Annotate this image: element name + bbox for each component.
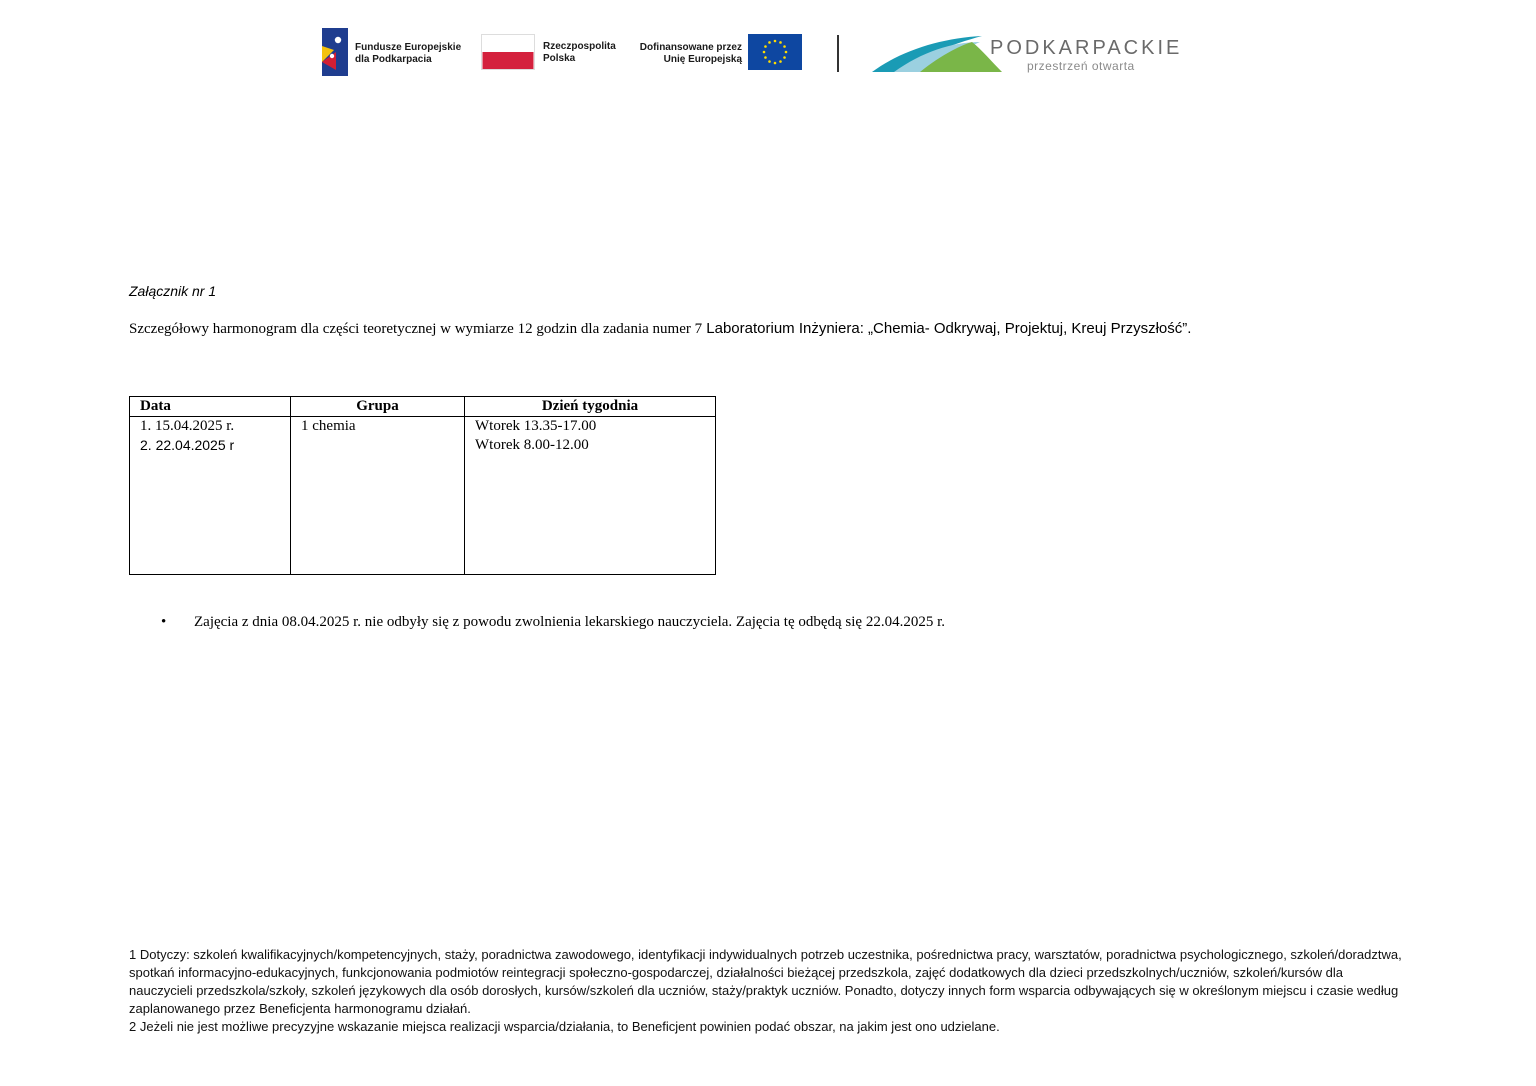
logo-unia-europejska <box>638 34 808 74</box>
date-entry-1: 1. 15.04.2025 r. <box>140 418 235 434</box>
eu-star-icon <box>779 60 782 63</box>
logo-fe-line2: dla Podkarpacia <box>355 54 432 65</box>
footnote-2: 2 Jeżeli nie jest możliwe precyzyjne wskazanie miejsca realizacji wsparcia/działania, to Beneficjent powinien podać obszar, na jakim jest ono udzielane. <box>129 1019 1000 1034</box>
eu-star-icon <box>779 41 782 44</box>
day-entry-1: Wtorek 13.35-17.00 <box>475 418 597 434</box>
eu-star-icon <box>764 45 767 48</box>
header-group: Grupa <box>291 397 465 417</box>
table-row <box>130 417 716 575</box>
logo-ue-line2: Unię Europejską <box>663 54 742 65</box>
footnotes <box>129 946 1409 1036</box>
logo-divider <box>837 35 839 72</box>
footnote-1: 1 Dotyczy: szkoleń kwalifikacyjnych/kompetencyjnych, staży, poradnictwa zawodowego, identyfikacji indywidualnych potrzeb uczestnika, pośrednictwa pracy, warsztatów, poradnictwa psychologicznego, szkoleń/doradztwa, spotkań informacyjno-edukacyjnych, funkcjonowania podmiotów reintegracji społeczno-gospodarczej, działalności bieżącej przedszkola, zajęć dodatkowych dla dzieci przedszkolnych/uczniów, szkoleń/kursów dla nauczycieli przedszkola/szkoły, szkoleń językowych dla osób dorosłych, kursów/szkoleń dla uczniów, staży/praktyk uczniów. Ponadto, dotyczy innych form wsparcia odbywających się w określonym miejscu i czasie według zaplanowanego przez Beneficjenta harmonogramu działań. <box>129 947 1402 1016</box>
cell-days <box>465 417 716 575</box>
logo-pk-name: PODKARPACKIE <box>990 37 1183 59</box>
date-entry-2: 2. 22.04.2025 r <box>140 437 235 453</box>
schedule-table <box>129 396 716 575</box>
eu-star-icon <box>774 62 777 65</box>
group-name: 1 chemia <box>301 418 356 434</box>
bullet-icon: • <box>161 614 167 630</box>
cell-group <box>291 417 465 575</box>
day-entry-2: Wtorek 8.00-12.00 <box>475 437 589 453</box>
logo-pk-tagline: przestrzeń otwarta <box>1027 59 1135 73</box>
logo-fundusze-europejskie <box>322 28 462 78</box>
eu-star-icon <box>774 40 777 43</box>
eu-star-icon <box>768 60 771 63</box>
intro-text-part1: Szczegółowy harmonogram dla części teoretycznej w wymiarze 12 godzin dla zadania numer 7 <box>129 321 703 337</box>
list-item <box>129 614 945 631</box>
logo-rp-line1: Rzeczpospolita <box>543 41 616 52</box>
logo-ue-line1: Dofinansowane przez <box>639 42 742 53</box>
intro-text-part2: Laboratorium Inżyniera: „Chemia- Odkrywaj, Projektuj, Kreuj Przyszłość”. <box>706 320 1192 337</box>
note-text: Zajęcia z dnia 08.04.2025 r. nie odbyły się z powodu zwolnienia lekarskiego nauczyciela. Zajęcia tę odbędą się 22.04.2025 r. <box>194 614 946 630</box>
eu-star-icon <box>783 45 786 48</box>
attachment-label: Załącznik nr 1 <box>129 283 217 299</box>
eu-star-icon <box>783 56 786 59</box>
logo-rzeczpospolita-polska <box>481 34 621 74</box>
cell-dates <box>130 417 291 575</box>
fe-flag-icon <box>322 28 348 76</box>
logo-fe-line1: Fundusze Europejskie <box>355 42 462 53</box>
eu-star-icon <box>768 41 771 44</box>
eu-star-icon <box>763 51 766 54</box>
intro-paragraph <box>129 320 1191 338</box>
table-header-row <box>130 397 716 417</box>
notes-list <box>129 614 945 631</box>
header-date: Data <box>130 397 291 417</box>
logo-podkarpackie <box>872 28 1182 78</box>
eu-star-icon <box>785 51 788 54</box>
poland-flag-icon <box>481 34 535 70</box>
eu-star-icon <box>764 56 767 59</box>
logo-bar <box>322 26 1182 80</box>
header-day: Dzień tygodnia <box>465 397 716 417</box>
eu-flag-icon <box>748 34 802 70</box>
logo-rp-line2: Polska <box>543 53 576 64</box>
podkarpackie-mark-icon <box>872 32 1004 72</box>
